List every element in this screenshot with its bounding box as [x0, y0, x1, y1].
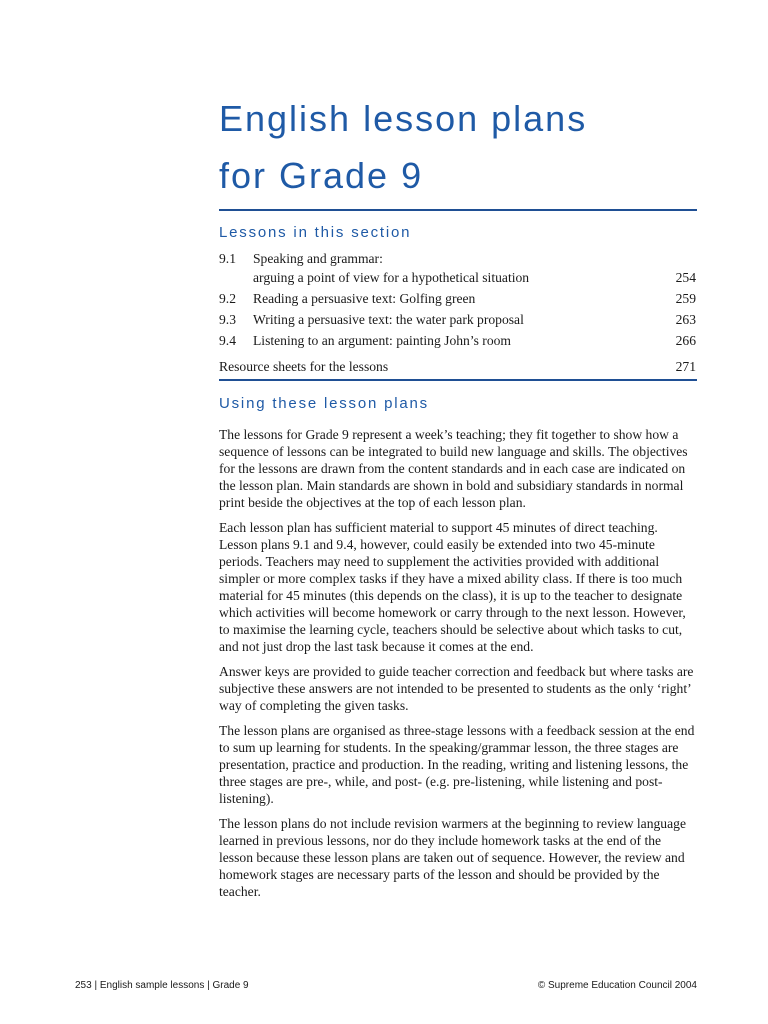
toc-item-number: 9.2 [219, 291, 236, 306]
toc-item-page: 254 [675, 270, 696, 285]
toc-item-title: Speaking and grammar: [253, 251, 383, 266]
toc-item-number: 9.4 [219, 333, 236, 348]
using-section-heading: Using these lesson plans [219, 395, 429, 412]
footer-copyright: © Supreme Education Council 2004 [537, 980, 697, 991]
toc-bottom-divider [219, 379, 697, 381]
paragraph: Each lesson plan has sufficient material to support 45 minutes of direct teaching. Lesson plans 9.1 and 9.4, however, could easily be extended into two 45-minute periods. Teachers may need to supplement the activities provided with additional simpler or more complex tasks if they have a mixed ability class. If there is too much material for 45 minutes (this depends on the class), it is up to the teacher to designate which activities will become homework or carry through to the next lesson. However, to maximise the learning cycle, teachers should be selective about which tasks to cut, and not just drop the last task because it comes at the end. [219, 520, 686, 654]
paragraph: The lesson plans do not include revision warmers at the beginning to review language learned in previous lessons, nor do they include homework tasks at the end of the lesson because these lesson plans are taken out of sequence. However, the review and homework stages are necessary parts of the lesson and should be provided by the teacher. [219, 816, 686, 899]
paragraph: The lesson plans are organised as three-stage lessons with a feedback session at the end to sum up learning for students. In the speaking/grammar lesson, the three stages are presentation, practice and production. In the reading, writing and listening lessons, the three stages are pre-, while, and post- (e.g. pre-listening, while listening and post-listening). [219, 723, 695, 806]
toc-item-subtitle: arguing a point of view for a hypothetical situation [253, 270, 530, 285]
top-divider [219, 209, 697, 211]
page-title-line-2: for Grade 9 [219, 155, 424, 196]
paragraph: Answer keys are provided to guide teacher correction and feedback but where tasks are subjective these answers are not intended to be presented to students as the only ‘right’ way of completing the given tasks. [219, 664, 694, 713]
lessons-section-heading: Lessons in this section [219, 224, 412, 241]
toc-item-title: Resource sheets for the lessons [219, 359, 389, 374]
page-title [219, 90, 699, 204]
toc-item-number: 9.3 [219, 312, 236, 327]
toc-item-number: 9.1 [219, 251, 236, 266]
page-title-line-1: English lesson plans [219, 98, 588, 139]
footer-page-info: 253 | English sample lessons | Grade 9 [75, 980, 249, 991]
toc-item-page: 259 [675, 291, 696, 306]
paragraph: The lessons for Grade 9 represent a week’s teaching; they fit together to show how a sequence of lessons can be integrated to build new language and skills. The objectives for the lessons are drawn from the content standards and in each case are indicated on the lesson plan. Main standards are shown in bold and subsidiary standards in normal print beside the objectives at the top of each lesson plan. [219, 427, 688, 510]
body-text [219, 426, 697, 908]
toc-item-page: 263 [675, 312, 696, 327]
toc-item-page: 266 [675, 333, 696, 348]
toc-item-title: Writing a persuasive text: the water park proposal [253, 312, 524, 327]
toc-item-title: Reading a persuasive text: Golfing green [253, 291, 476, 306]
toc-item-title: Listening to an argument: painting John’s room [253, 333, 512, 348]
toc-item-page: 271 [675, 359, 696, 374]
